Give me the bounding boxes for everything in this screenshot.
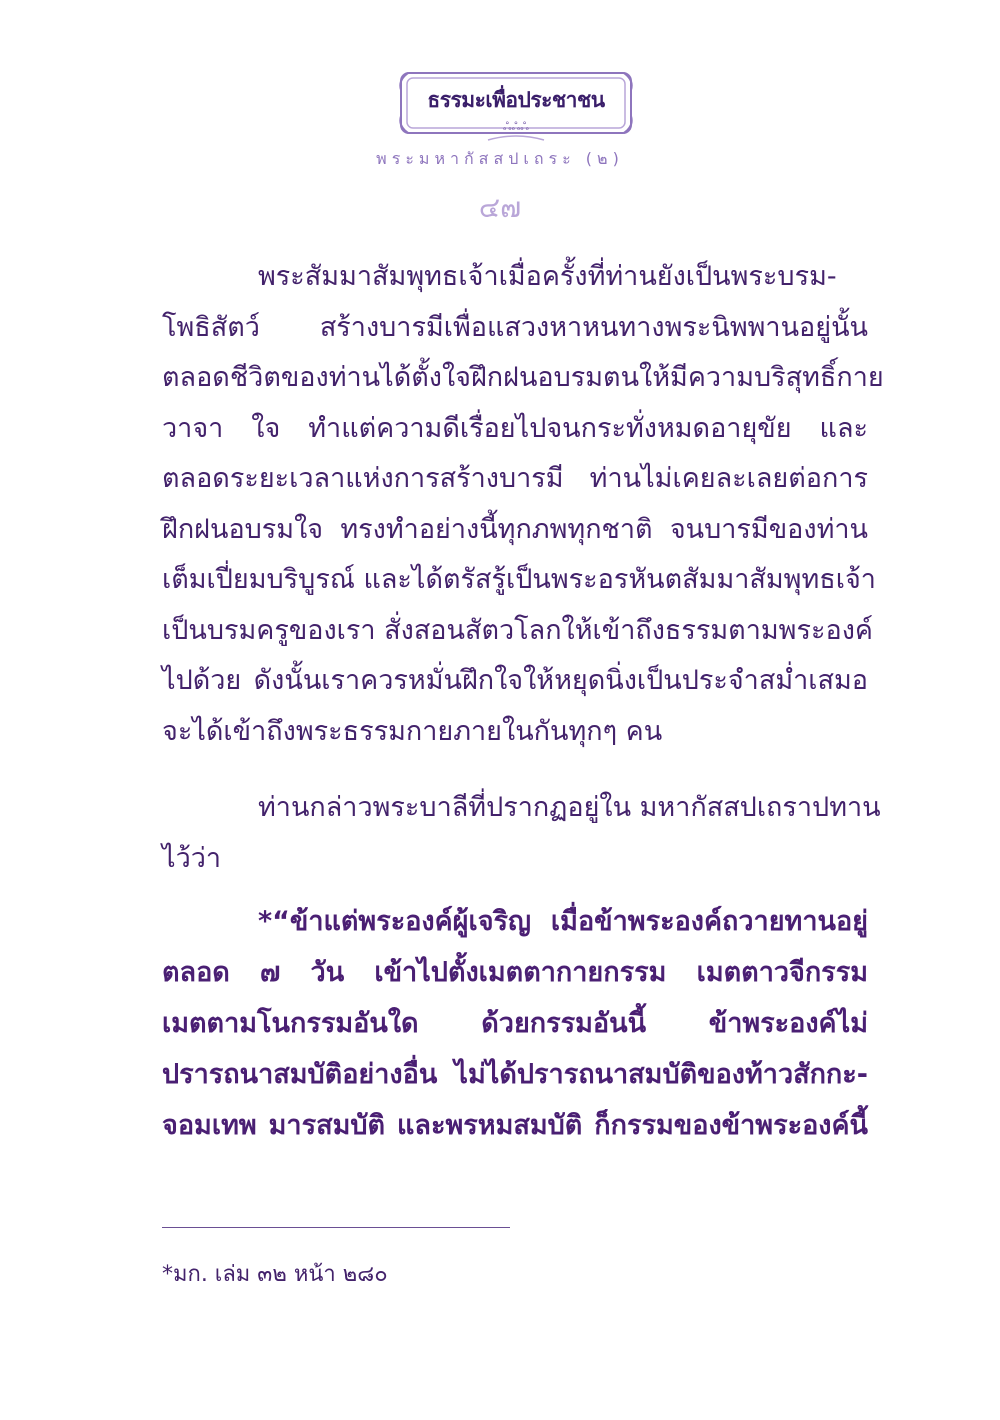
paragraph-2 xyxy=(162,783,881,884)
quote-line: เมตตามโนกรรมอันใด ด้วยกรรมอันนี้ ข้าพระองค์ไม่ xyxy=(162,1008,868,1039)
quote-line: ตลอด ๗ วัน เข้าไปตั้งเมตตากายกรรม เมตตาวจีกรรม xyxy=(162,957,868,988)
quote-line: *“ข้าแต่พระองค์ผู้เจริญ เมื่อข้าพระองค์ถวายทานอยู่ xyxy=(258,906,868,937)
header-logo xyxy=(398,70,634,148)
page-number: ๔๗ xyxy=(478,191,522,224)
footnote: *มก. เล่ม ๓๒ หน้า ๒๘๐ xyxy=(162,1262,388,1287)
text-line: จะได้เข้าถึงพระธรรมกายภายในกันทุกๆ คน xyxy=(162,715,663,747)
text-line: ท่านกล่าวพระบาลีที่ปรากฏอยู่ใน มหากัสสปเถราปทาน xyxy=(258,792,881,823)
quote-line: จอมเทพ มารสมบัติ และพรหมสมบัติ ก็กรรมของข้าพระองค์นี้ xyxy=(162,1110,868,1141)
text-line: พระสัมมาสัมพุทธเจ้าเมื่อครั้งที่ท่านยังเป็นพระบรม- xyxy=(258,261,837,292)
text-line: ตลอดระยะเวลาแห่งการสร้างบารมี ท่านไม่เคยละเลยต่อการ xyxy=(162,463,868,494)
paragraph-1 xyxy=(162,252,884,757)
text-line: วาจา ใจ ทำแต่ความดีเรื่อยไปจนกระทั่งหมดอายุขัย และ xyxy=(162,412,868,444)
text-line: ไว้ว่า xyxy=(162,842,222,874)
text-line: เป็นบรมครูของเรา สั่งสอนสัตวโลกให้เข้าถึงธรรมตามพระองค์ xyxy=(162,614,873,646)
text-line: ไปด้วย ดังนั้นเราควรหมั่นฝึกใจให้หยุดนิ่งเป็นประจำสม่ำเสมอ xyxy=(162,665,868,696)
text-line: โพธิสัตว์ สร้างบารมีเพื่อแสวงหาหนทางพระนิพพานอยู่นั้น xyxy=(162,311,868,343)
text-line: ฝึกฝนอบรมใจ ทรงทำอย่างนี้ทุกภพทุกชาติ จนบารมีของท่าน xyxy=(162,513,868,545)
quote-line: ปรารถนาสมบัติอย่างอื่น ไม่ได้ปรารถนาสมบัติของท้าวสักกะ- xyxy=(162,1059,868,1090)
logo-ornament: ஃஃஃ xyxy=(503,120,529,133)
footnote-divider xyxy=(162,1227,510,1228)
logo-text: ธรรมะเพื่อประชาชน xyxy=(427,87,605,112)
text-line: ตลอดชีวิตของท่านได้ตั้งใจฝึกฝนอบรมตนให้มีความบริสุทธิ์กาย xyxy=(162,362,884,393)
chapter-title: พระมหากัสสปเถระ (๒) xyxy=(376,149,624,168)
quote-paragraph xyxy=(162,896,868,1151)
text-line: เต็มเปี่ยมบริบูรณ์ และได้ตรัสรู้เป็นพระอรหันตสัมมาสัมพุทธเจ้า xyxy=(162,564,876,595)
